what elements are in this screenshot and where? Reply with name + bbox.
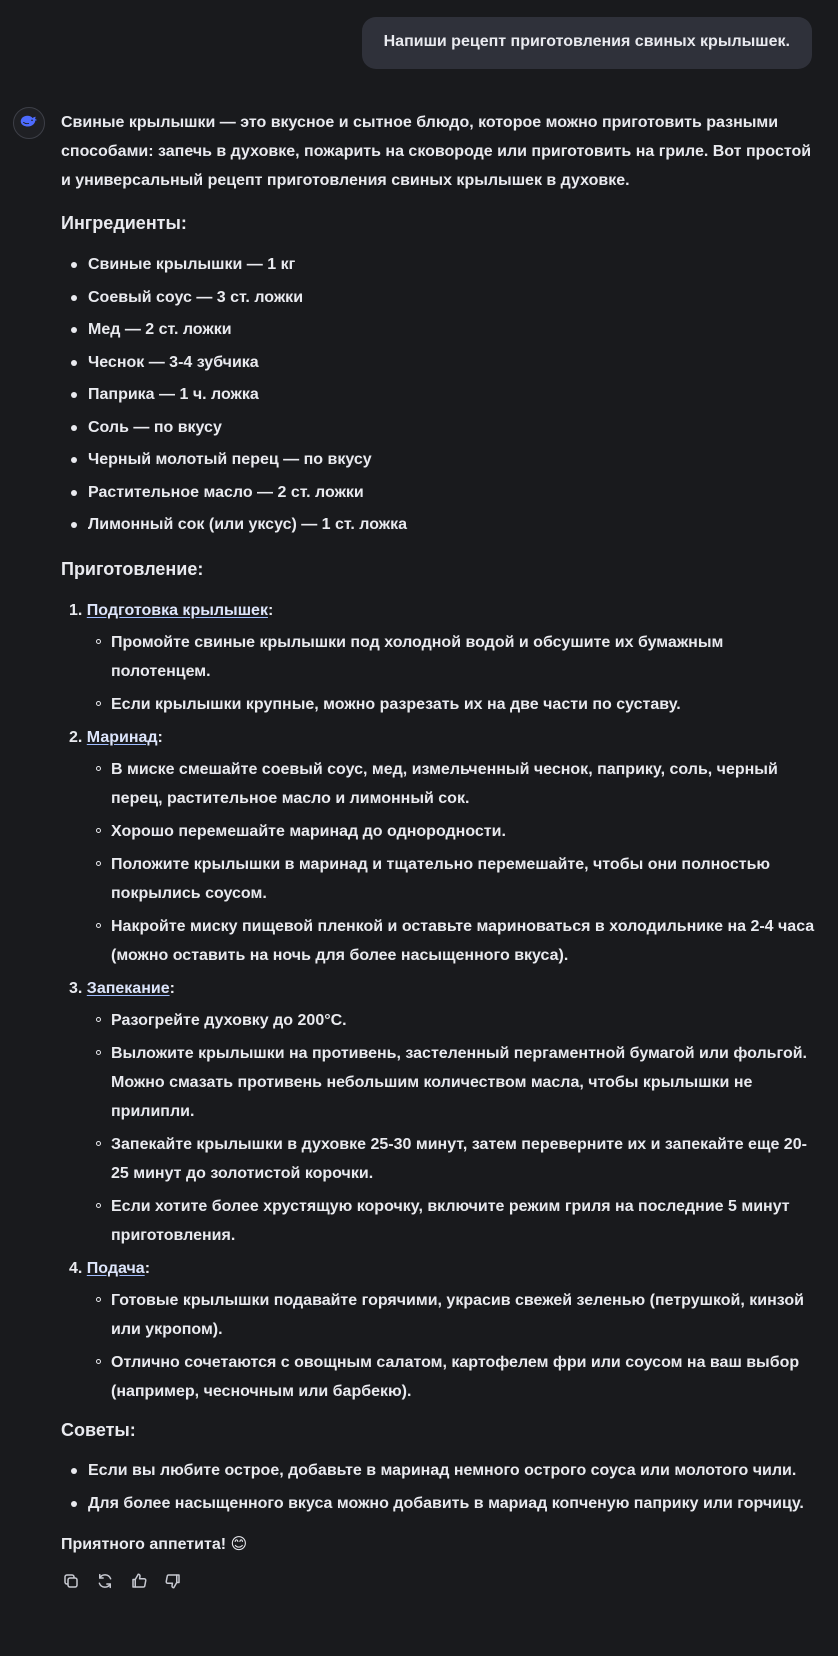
step-item: 1. Подготовка крылышек: Промойте свиные крылышки под холодной водой и обсушите их бумажным полотенцем. Если крылышки крупные, можно разрезать их на две части по суставу. (69, 596, 816, 719)
ingredient-item: Лимонный сок (или уксус) — 1 ст. ложка (88, 510, 816, 539)
tips-list (61, 1456, 816, 1518)
thumbs-up-icon (130, 1572, 148, 1590)
step-number: 2. (69, 729, 83, 746)
answer-intro: Свиные крылышки — это вкусное и сытное блюдо, которое можно приготовить разными способами: запечь в духовке, пожарить на сковороде или приготовить на гриле. Вот простой и универсальный рецепт приготовления свиных крылышек в духовке. (61, 114, 812, 189)
closing-text: Приятного аппетита! 😊 (61, 1535, 248, 1553)
assistant-avatar (13, 107, 45, 139)
step-item: 3. Запекание: Разогрейте духовку до 200°C. Выложите крылышки на противень, застеленный пергаментной бумагой или фольгой. Можно смазать противень небольшим количеством масла, чтобы крылышки не прилипли. Запекайте крылышки в духовке 25-30 минут, затем переверните их и запекайте еще 20-25 минут до золотистой корочки. Если хотите более хрустящую корочку, включите режим гриля на последние 5 минут приготовления. (69, 974, 816, 1250)
step-subitem: Промойте свиные крылышки под холодной водой и обсушите их бумажным полотенцем. (111, 628, 816, 686)
step-subitem: Выложите крылышки на противень, застеленный пергаментной бумагой или фольгой. Можно смазать противень небольшим количеством масла, чтобы крылышки не прилипли. (111, 1039, 816, 1126)
step-subitem: В миске смешайте соевый соус, мед, измельченный чеснок, паприку, соль, черный перец, растительное масло и лимонный сок. (111, 755, 816, 813)
ingredient-item: Свиные крылышки — 1 кг (88, 250, 816, 279)
user-message-bubble (362, 17, 812, 69)
regenerate-icon (96, 1572, 114, 1590)
step-title: Подача (86, 1260, 145, 1277)
step-subitem: Запекайте крылышки в духовке 25-30 минут, затем переверните их и запекайте еще 20-25 минут до золотистой корочки. (111, 1130, 816, 1188)
step-subitem: Готовые крылышки подавайте горячими, украсив свежей зеленью (петрушкой, кинзой или укропом). (111, 1286, 816, 1344)
assistant-answer (61, 108, 816, 1591)
step-title: Подготовка крылышек (86, 602, 268, 619)
ingredient-item: Растительное масло — 2 ст. ложки (88, 478, 816, 507)
user-message-text: Напиши рецепт приготовления свиных крылышек. (383, 33, 790, 50)
step-sublist (69, 1006, 816, 1250)
step-sublist (69, 755, 816, 970)
copy-icon (62, 1572, 80, 1590)
message-actions (61, 1571, 816, 1591)
preparation-heading: Приготовление: (61, 559, 204, 579)
ingredient-item: Соевый соус — 3 ст. ложки (88, 283, 816, 312)
step-subitem: Разогрейте духовку до 200°C. (111, 1006, 816, 1035)
step-number: 4. (69, 1260, 83, 1277)
whale-logo-icon (18, 110, 40, 137)
ingredient-item: Паприка — 1 ч. ложка (88, 380, 816, 409)
ingredient-item: Черный молотый перец — по вкусу (88, 445, 816, 474)
step-sublist (69, 628, 816, 719)
step-subitem: Отлично сочетаются с овощным салатом, картофелем фри или соусом на ваш выбор (например, чесночным или барбекю). (111, 1348, 816, 1406)
step-title: Маринад (86, 729, 158, 746)
step-number: 3. (69, 980, 83, 997)
dislike-button[interactable] (163, 1571, 183, 1591)
step-item: 2. Маринад: В миске смешайте соевый соус, мед, измельченный чеснок, паприку, соль, черный перец, растительное масло и лимонный сок. Хорошо перемешайте маринад до однородности. Положите крылышки в маринад и тщательно перемешайте, чтобы они полностью покрылись соусом. Накройте миску пищевой пленкой и оставьте мариноваться в холодильнике на 2-4 часа (можно оставить на ночь для более насыщенного вкуса). (69, 723, 816, 970)
step-subitem: Если крылышки крупные, можно разрезать их на две части по суставу. (111, 690, 816, 719)
copy-button[interactable] (61, 1571, 81, 1591)
step-subitem: Накройте миску пищевой пленкой и оставьте мариноваться в холодильнике на 2-4 часа (можно оставить на ночь для более насыщенного вкуса). (111, 912, 816, 970)
step-subitem: Если хотите более хрустящую корочку, включите режим гриля на последние 5 минут приготовления. (111, 1192, 816, 1250)
tip-item: Для более насыщенного вкуса можно добавить в мариад копченую паприку или горчицу. (88, 1489, 816, 1518)
step-number: 1. (69, 602, 83, 619)
step-title: Запекание (86, 980, 170, 997)
step-item: 4. Подача: Готовые крылышки подавайте горячими, украсив свежей зеленью (петрушкой, кинзой или укропом). Отлично сочетаются с овощным салатом, картофелем фри или соусом на ваш выбор (например, чесночным или барбекю). (69, 1254, 816, 1406)
tip-item: Если вы любите острое, добавьте в маринад немного острого соуса или молотого чили. (88, 1456, 816, 1485)
ingredient-item: Мед — 2 ст. ложки (88, 315, 816, 344)
thumbs-down-icon (164, 1572, 182, 1590)
ingredients-heading: Ингредиенты: (61, 213, 187, 233)
ingredient-item: Соль — по вкусу (88, 413, 816, 442)
like-button[interactable] (129, 1571, 149, 1591)
ingredient-item: Чеснок — 3-4 зубчика (88, 348, 816, 377)
regenerate-button[interactable] (95, 1571, 115, 1591)
ingredients-list (61, 250, 816, 539)
preparation-steps (61, 596, 816, 1406)
step-sublist (69, 1286, 816, 1406)
tips-heading: Советы: (61, 1420, 136, 1440)
step-subitem: Хорошо перемешайте маринад до однородности. (111, 817, 816, 846)
step-subitem: Положите крылышки в маринад и тщательно перемешайте, чтобы они полностью покрылись соусом. (111, 850, 816, 908)
